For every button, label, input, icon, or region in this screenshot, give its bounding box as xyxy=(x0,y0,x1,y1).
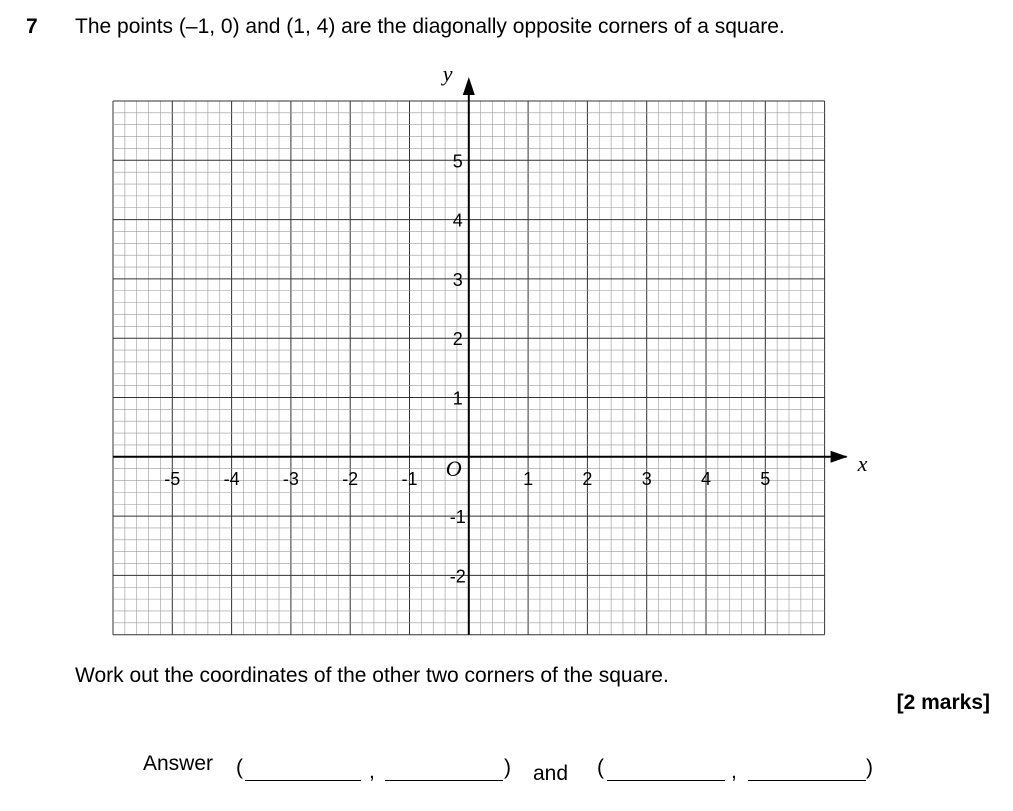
comma-1: , xyxy=(369,760,375,783)
y-tick-label: 4 xyxy=(452,210,463,231)
comma-2: , xyxy=(731,760,737,783)
x-tick-label: -5 xyxy=(164,468,181,489)
x-tick-label: 1 xyxy=(523,468,534,489)
x-tick-label: 2 xyxy=(582,468,593,489)
and-label: and xyxy=(533,762,569,785)
y-tick-label: -2 xyxy=(449,566,466,587)
origin-label: O xyxy=(445,455,462,481)
close-paren-1: ) xyxy=(504,756,511,779)
open-paren-2: ( xyxy=(597,756,604,779)
x-axis-arrow xyxy=(831,451,848,463)
close-paren-2: ) xyxy=(866,756,873,779)
y-tick-label: -1 xyxy=(449,507,466,528)
x-tick-label: -4 xyxy=(223,468,240,489)
answer-label: Answer xyxy=(143,752,214,775)
x-tick-label: 5 xyxy=(760,468,771,489)
answer-y2-field[interactable] xyxy=(748,758,866,781)
answer-y1-field[interactable] xyxy=(385,758,503,781)
x-tick-label: 4 xyxy=(700,468,712,489)
y-tick-label: 5 xyxy=(452,151,463,172)
question-number: 7 xyxy=(26,15,38,38)
y-axis-label: y xyxy=(442,61,453,86)
instruction-text: Work out the coordinates of the other two corners of the square. xyxy=(75,664,669,687)
y-axis-arrow xyxy=(463,77,475,95)
x-tick-label: -1 xyxy=(401,468,418,489)
x-tick-label: -2 xyxy=(342,468,359,489)
y-tick-label: 1 xyxy=(452,388,463,409)
marks-label: [2 marks] xyxy=(896,691,990,714)
open-paren-1: ( xyxy=(236,756,243,779)
y-tick-label: 2 xyxy=(452,329,463,350)
x-axis-label: x xyxy=(857,450,868,476)
y-tick-label: 3 xyxy=(452,269,463,290)
answer-x1-field[interactable] xyxy=(245,758,361,781)
x-tick-label: 3 xyxy=(641,468,652,489)
x-tick-label: -3 xyxy=(282,468,299,489)
answer-row xyxy=(143,752,903,792)
answer-x2-field[interactable] xyxy=(607,758,725,781)
question-text: The points (–1, 0) and (1, 4) are the diagonally opposite corners of a square. xyxy=(75,15,785,38)
